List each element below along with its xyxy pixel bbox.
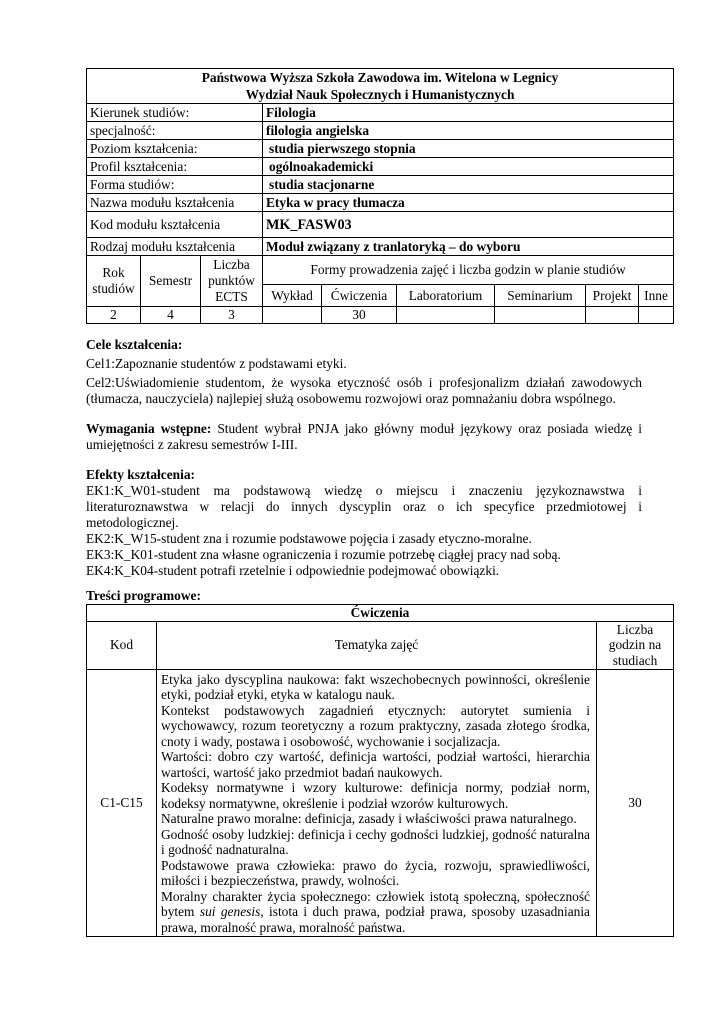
outcome-item: EK2:K_W15-student zna i rozumie podstawowe pojęcia i zasady etyczno-moralne.	[86, 531, 532, 546]
grid-value: 2	[87, 307, 141, 324]
institution-header	[87, 69, 674, 104]
form-seminar: Seminarium	[495, 285, 586, 307]
prerequisites	[86, 421, 642, 453]
row-hours: 30	[597, 669, 674, 937]
module-type-label: Rodzaj modułu kształcenia	[87, 238, 263, 256]
topic-italic: sui genesis,	[199, 904, 264, 919]
ects-header: Liczba punktów ECTS	[201, 256, 263, 307]
goal-item: Cel2:Uświadomienie studentom, że wysoka etyczność osób i profesjonalizm działań zawodowych (tłumacza, nauczyciela) najlepiej służą osobowemu rozwojowi oraz pomnażaniu dobra wspólnego.	[86, 375, 642, 407]
topic-text: Moralny charakter życia społecznego: człowiek istotą społeczną, społeczność bytem	[161, 888, 590, 919]
forms-header: Formy prowadzenia zajęć i liczba godzin w planie studiów	[263, 256, 674, 285]
profile-label: Profil kształcenia:	[87, 158, 263, 176]
topic-item: Naturalne prawo moralne: definicja, zasady i właściwości prawa naturalnego.	[161, 811, 577, 826]
institution-name: Państwowa Wyższa Szkoła Zawodowa im. Witelona w Legnicy	[201, 70, 559, 85]
module-code-label: Kod modułu kształcenia	[87, 212, 263, 238]
form-laboratory: Laboratorium	[397, 285, 495, 307]
topic-item: Wartości: dobro czy wartość, definicja wartości, podział wartości, hierarchia wartości, wartość jako przedmiot badań naukowych.	[161, 749, 590, 780]
grid-value	[263, 307, 322, 324]
field-value: Filologia	[263, 104, 674, 122]
level-value: studia pierwszego stopnia	[263, 140, 674, 158]
module-name-label: Nazwa modułu kształcenia	[87, 194, 263, 212]
form-project: Projekt	[586, 285, 639, 307]
goals-heading: Cele kształcenia:	[86, 337, 183, 352]
grid-value: 3	[201, 307, 263, 324]
module-info-table	[86, 68, 674, 324]
topic-header: Tematyka zajęć	[157, 621, 597, 669]
grid-value	[495, 307, 586, 324]
grid-value: 30	[322, 307, 397, 324]
form-other: Inne	[639, 285, 674, 307]
goal-item: Cel1:Zapoznanie studentów z podstawami etyki.	[86, 356, 347, 371]
outcome-item: EK1:K_W01-student ma podstawową wiedzę o miejscu i znaczeniu językoznawstwa i literaturoznawstwa w relacji do innych dyscyplin oraz o ich specyfice przedmiotowej i metodologicznej.	[86, 483, 642, 531]
topics-cell	[157, 669, 597, 937]
form-value: studia stacjonarne	[263, 176, 674, 194]
topics-list	[161, 672, 590, 936]
program-heading: Treści programowe:	[86, 588, 201, 603]
grid-value	[586, 307, 639, 324]
topic-item: Godność osoby ludzkiej: definicja i cechy godności ludzkiej, godność naturalna i godność nadnaturalna.	[161, 826, 590, 857]
row-code: C1-C15	[87, 669, 157, 937]
topic-item: Etyka jako dyscyplina naukowa: fakt wszechobecnych powinności, określenie etyki, podział etyki, etyka w katalogu nauk.	[161, 671, 590, 702]
topic-text: istota i duch prawa, podział prawa, sposoby uzasadniania prawa, moralność prawa, moralność państwa.	[161, 904, 591, 935]
grid-value	[397, 307, 495, 324]
outcome-item: EK4:K_K04-student potrafi rzetelnie i odpowiednie podejmować obowiązki.	[86, 563, 500, 578]
outcomes-heading: Efekty kształcenia:	[86, 467, 195, 482]
grid-value	[639, 307, 674, 324]
level-label: Poziom kształcenia:	[87, 140, 263, 158]
profile-value: ogólnoakademicki	[263, 158, 674, 176]
topic-item: Kontekst podstawowych zagadnień etycznych: autorytet sumienia i wychowawcy, rozum teoretyczny a rozum praktyczny, zasada złotego środka, cnoty i wady, postawa i osobowość, wychowanie i socjalizacja.	[161, 702, 590, 749]
topic-item	[161, 889, 590, 936]
topic-item: Podstawowe prawa człowieka: prawo do życia, rozwoju, sprawiedliwości, miłości i bezpieczeństwa, prawdy, wolności.	[161, 857, 590, 888]
topic-item: Kodeksy normatywne i wzory kulturowe: definicja normy, podział norm, kodeksy normatywne, określenie i podział wzorów kulturowych.	[161, 780, 590, 811]
grid-value: 4	[141, 307, 201, 324]
specialty-value: filologia angielska	[263, 122, 674, 140]
semester-header: Semestr	[141, 256, 201, 307]
prerequisites-text: Student wybrał PNJA jako główny moduł językowy oraz posiada wiedzę i umiejętności z zakresu semestrów I-III.	[86, 421, 642, 453]
module-code-value: MK_FASW03	[263, 212, 674, 238]
specialty-label: specjalność:	[87, 122, 263, 140]
faculty-name: Wydział Nauk Społecznych i Humanistycznych	[245, 87, 515, 102]
program-table	[86, 604, 674, 937]
code-header: Kod	[87, 621, 157, 669]
field-label: Kierunek studiów:	[87, 104, 263, 122]
form-exercises: Ćwiczenia	[322, 285, 397, 307]
program-section-title: Ćwiczenia	[87, 605, 674, 622]
module-name-value: Etyka w pracy tłumacza	[263, 194, 674, 212]
prerequisites-label: Wymagania wstępne:	[86, 421, 212, 436]
outcome-item: EK3:K_K01-student zna własne ograniczenia i rozumie potrzebę ciągłej pracy nad sobą.	[86, 547, 561, 562]
form-lecture: Wykład	[263, 285, 322, 307]
form-label: Forma studiów:	[87, 176, 263, 194]
hours-header: Liczba godzin na studiach	[597, 621, 674, 669]
year-header: Rok studiów	[87, 256, 141, 307]
module-type-value: Moduł związany z tranlatoryką – do wyboru	[263, 238, 674, 256]
